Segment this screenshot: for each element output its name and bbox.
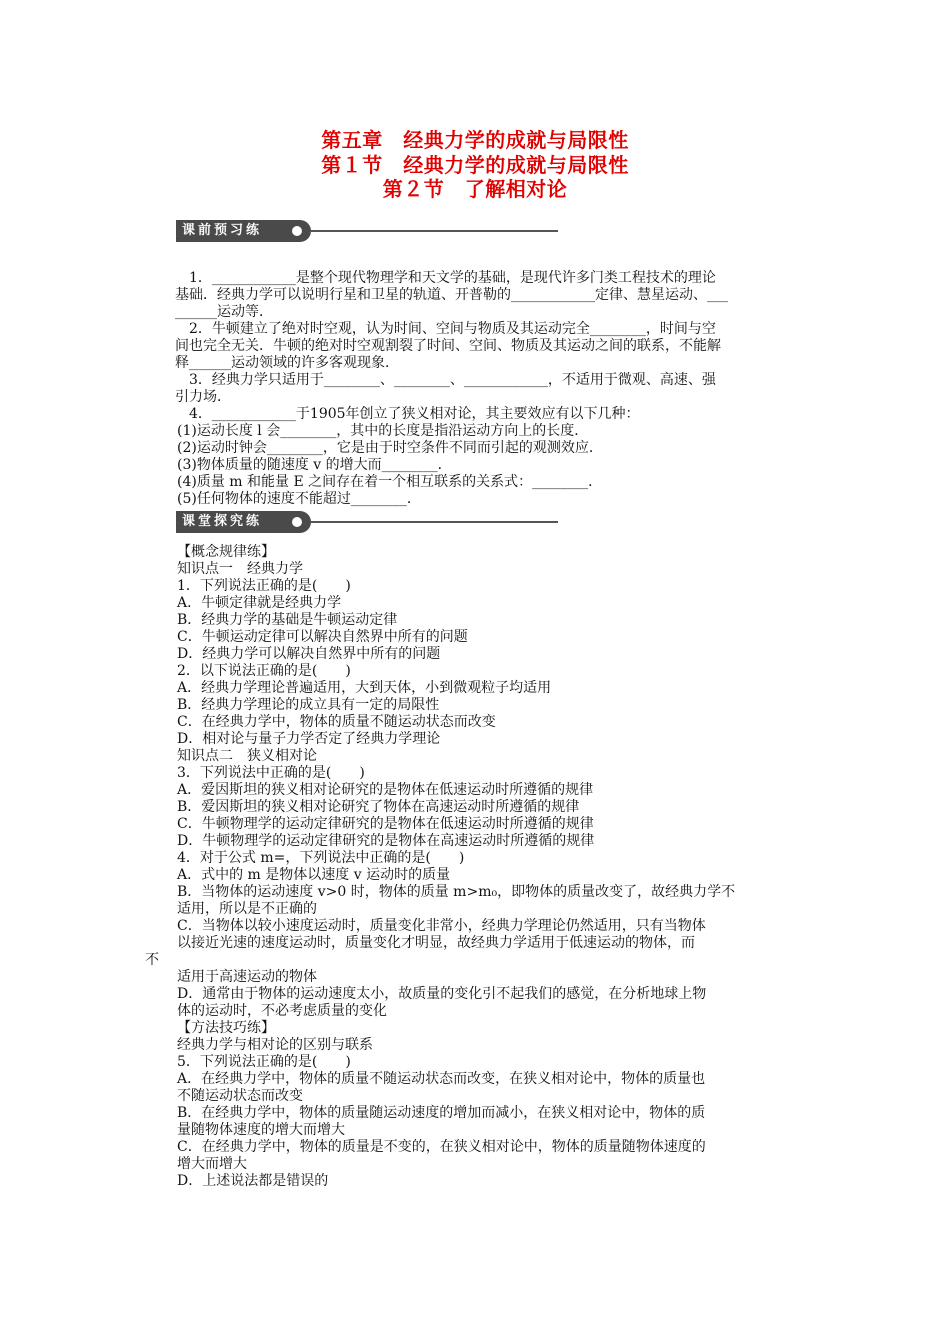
text-line: A．式中的 m 是物体以速度 v 运动时的质量 — [177, 867, 451, 883]
text-line: D．相对论与量子力学否定了经典力学理论 — [177, 731, 441, 747]
text-line: A．牛顿定律就是经典力学 — [177, 595, 342, 611]
chapter-title: 第五章 经典力学的成就与局限性 — [321, 128, 629, 152]
text-line: 不随运动状态而改变 — [177, 1088, 303, 1104]
text-line: (1)运动长度 l 会________，其中的长度是指沿运动方向上的长度． — [177, 423, 589, 439]
text-line: 3．下列说法中正确的是( ) — [177, 765, 365, 781]
text-line: 增大而增大 — [177, 1156, 247, 1172]
text-line: C．牛顿物理学的运动定律研究的是物体在低速运动时所遵循的规律 — [177, 816, 594, 832]
section-title-2: 第２节 了解相对论 — [382, 177, 568, 201]
text-line: (4)质量 m 和能量 E 之间存在着一个相互联系的关系式：________． — [177, 474, 603, 490]
text-line: 知识点一 经典力学 — [177, 561, 303, 577]
text-line: B．当物体的运动速度 v>0 时，物体的质量 m>m₀，即物体的质量改变了，故经典力学不 — [177, 884, 736, 900]
text-line: A．在经典力学中，物体的质量不随运动状态而改变，在狭义相对论中，物体的质量也 — [177, 1071, 706, 1087]
bullet-icon — [292, 517, 302, 527]
text-line: 1．____________是整个现代物理学和天文学的基础，是现代许多门类工程技术的理论 — [175, 270, 716, 286]
preview-banner — [176, 220, 558, 242]
text-line: D．经典力学可以解决自然界中所有的问题 — [177, 646, 441, 662]
text-line: C．在经典力学中，物体的质量是不变的，在狭义相对论中，物体的质量随物体速度的 — [177, 1139, 706, 1155]
text-line: (3)物体质量的随速度 v 的增大而________． — [177, 457, 452, 473]
text-line: 间也完全无关．牛顿的绝对时空观割裂了时间、空间、物质及其运动之间的联系，不能解 — [175, 338, 721, 354]
text-line: 适用，所以是不正确的 — [177, 901, 317, 917]
text-line: 5．下列说法正确的是( ) — [177, 1054, 351, 1070]
text-line: 不 — [145, 952, 159, 968]
text-line: 引力场． — [175, 389, 231, 405]
classroom-banner-label: 课堂探究练 — [176, 511, 311, 533]
text-line: 2．牛顿建立了绝对时空观，认为时间、空间与物质及其运动完全________，时间与空 — [175, 321, 716, 337]
text-line: (5)任何物体的速度不能超过________． — [177, 491, 421, 507]
text-line: A．经典力学理论普遍适用，大到天体，小到微观粒子均适用 — [177, 680, 552, 696]
text-line: 适用于高速运动的物体 — [177, 969, 317, 985]
text-line: B．经典力学理论的成立具有一定的局限性 — [177, 697, 440, 713]
text-line: C．当物体以较小速度运动时，质量变化非常小，经典力学理论仍然适用，只有当物体 — [177, 918, 706, 934]
text-line: 4．对于公式 m=，下列说法中正确的是( ) — [177, 850, 465, 866]
text-line: ______运动等． — [175, 304, 273, 320]
text-line: D．牛顿物理学的运动定律研究的是物体在高速运动时所遵循的规律 — [177, 833, 595, 849]
divider — [311, 521, 558, 523]
text-line: 基础．经典力学可以说明行星和卫星的轨道、开普勒的____________定律、慧星运动、___ — [175, 287, 728, 303]
classroom-banner — [176, 511, 558, 533]
bullet-icon — [292, 226, 302, 236]
text-line: C．牛顿运动定律可以解决自然界中所有的问题 — [177, 629, 468, 645]
text-line: D．通常由于物体的运动速度太小，故质量的变化引不起我们的感觉，在分析地球上物 — [177, 986, 707, 1002]
text-line: 【概念规律练】 — [177, 544, 275, 560]
text-line: 3．经典力学只适用于________、________、____________，不适用于微观、高速、强 — [175, 372, 716, 388]
divider — [311, 230, 558, 232]
text-line: D．上述说法都是错误的 — [177, 1173, 329, 1189]
text-line: B．爱因斯坦的狭义相对论研究了物体在高速运动时所遵循的规律 — [177, 799, 580, 815]
text-line: 量随物体速度的增大而增大 — [177, 1122, 345, 1138]
text-line: 以接近光速的速度运动时，质量变化才明显，故经典力学适用于低速运动的物体，而 — [177, 935, 695, 951]
text-line: B．在经典力学中，物体的质量随运动速度的增加而减小，在狭义相对论中，物体的质 — [177, 1105, 706, 1121]
text-line: 经典力学与相对论的区别与联系 — [177, 1037, 373, 1053]
text-line: 2．以下说法正确的是( ) — [177, 663, 351, 679]
preview-banner-label: 课前预习练 — [176, 220, 311, 242]
text-line: C．在经典力学中，物体的质量不随运动状态而改变 — [177, 714, 496, 730]
section-title-1: 第１节 经典力学的成就与局限性 — [321, 153, 629, 177]
text-line: (2)运动时钟会________，它是由于时空条件不同而引起的观测效应． — [177, 440, 603, 456]
text-line: 知识点二 狭义相对论 — [177, 748, 317, 764]
text-line: 4．____________于1905年创立了狭义相对论，其主要效应有以下几种： — [175, 406, 640, 422]
text-line: B．经典力学的基础是牛顿运动定律 — [177, 612, 398, 628]
text-line: A．爱因斯坦的狭义相对论研究的是物体在低速运动时所遵循的规律 — [177, 782, 594, 798]
text-line: 体的运动时，不必考虑质量的变化 — [177, 1003, 387, 1019]
text-line: 释______运动领域的许多客观现象． — [175, 355, 399, 371]
text-line: 1．下列说法正确的是( ) — [177, 578, 351, 594]
text-line: 【方法技巧练】 — [177, 1020, 275, 1036]
